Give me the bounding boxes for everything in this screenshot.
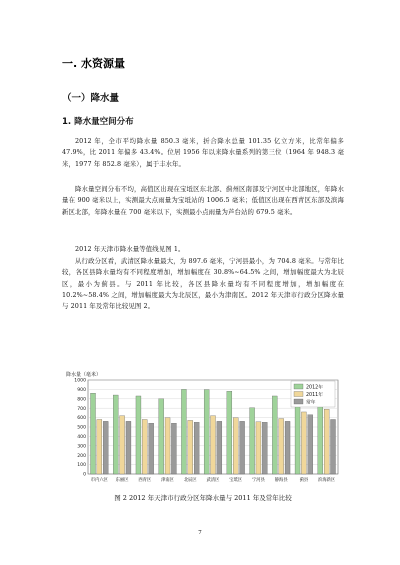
legend-label: 2011年 [306, 392, 324, 398]
y-tick-label: 200 [77, 453, 86, 459]
bar-0-5 [204, 390, 209, 474]
bar-2-8 [285, 421, 290, 474]
chart-canvas [62, 368, 344, 488]
bar-2-9 [308, 415, 313, 474]
section-title: 一. 水资源量 [62, 57, 126, 70]
bar-1-9 [301, 412, 306, 474]
y-tick-label: 600 [77, 416, 86, 422]
bar-2-6 [240, 421, 245, 474]
bar-2-2 [149, 423, 154, 474]
y-tick-label: 900 [77, 388, 86, 393]
bar-1-5 [211, 416, 216, 474]
paragraph-2: 降水量空间分布不均，高值区出现在宝坻区东北部、蓟州区南部及宁河区中北部地区，年降水量在 900 毫米以上，实测最大点雨量为宝坻站的 1006.5 毫米；低值区出现在西青区东部及滨海新区北部，年降水量在 700 毫米以下，实测最小点雨量为芦台站的 679.5 毫米。 [62, 185, 344, 216]
bar-0-8 [272, 396, 277, 474]
paragraph-3: 2012 年天津市降水量等值线见图 1。 [75, 245, 185, 253]
x-tick-label: 市内六区 [90, 478, 108, 483]
legend-label: 2012年 [306, 385, 324, 391]
x-tick-label: 西青区 [138, 478, 152, 483]
x-tick-label: 北辰区 [183, 478, 197, 483]
bar-2-0 [103, 421, 108, 474]
paragraph-4: 从行政分区看，武清区降水量最大，为 897.6 毫米，宁河县最小，为 704.8 毫米。与常年比较，各区县降水量均有不同程度增加，增加幅度在 30.8%~64.5% 之间，增加幅度最大为北辰区，最小为蓟县。与 2011 年比较，各区县降水量均有不同程度增加，增加幅度在 10.2%~58.4% 之间，增加幅度最大为北辰区，最小为津南区。2012 年天津市行政分区降水量与 2011 年及常年比较见图 2。 [62, 257, 344, 311]
legend-label: 常年 [306, 400, 316, 406]
x-tick-label: 东丽区 [115, 478, 129, 483]
y-tick-label: 400 [77, 435, 86, 440]
bar-1-4 [188, 420, 193, 474]
subsection-title: （一）降水量 [62, 93, 120, 104]
x-tick-label: 津南区 [161, 478, 174, 483]
bar-1-0 [97, 419, 102, 474]
x-tick-label: 滨海新区 [318, 478, 336, 483]
bar-2-4 [194, 422, 199, 474]
y-tick-label: 300 [77, 444, 86, 450]
bar-0-6 [227, 391, 232, 474]
bar-0-7 [250, 408, 255, 474]
bar-1-7 [256, 422, 261, 474]
bar-2-7 [262, 422, 267, 474]
bar-1-3 [165, 418, 170, 474]
figure-caption: 图 2 2012 年天津市行政分区年降水量与 2011 年及常年比较 [114, 494, 292, 502]
y-axis-label: 降水量（毫米） [66, 372, 102, 378]
bar-1-6 [233, 418, 238, 474]
bar-0-3 [159, 399, 164, 474]
bar-2-10 [331, 419, 336, 474]
page-number: 7 [198, 530, 202, 536]
bar-0-4 [181, 389, 186, 474]
y-tick-label: 0 [83, 472, 86, 478]
bar-1-2 [142, 419, 147, 474]
y-tick-label: 100 [77, 463, 86, 469]
x-tick-label: 武清区 [206, 478, 220, 483]
bar-0-0 [91, 393, 96, 474]
x-tick-label: 静海县 [274, 478, 288, 483]
x-tick-label: 宝坻区 [229, 478, 243, 483]
x-tick-label: 宁河县 [252, 478, 265, 483]
paragraph-1: 2012 年，全市平均降水量 850.3 毫米，折合降水总量 101.35 亿立方米，比常年偏多 47.9%，比 2011 年偏多 43.4%。位居 1956 年以来降水量系列的第三位（1964 年 948.3 毫米，1977 年 852.8 毫米），属于丰水年。 [62, 137, 344, 168]
precipitation-bar-chart [62, 368, 344, 488]
legend-swatch [294, 399, 303, 404]
bar-2-5 [217, 421, 222, 474]
bar-0-2 [136, 396, 141, 474]
y-tick-label: 700 [77, 406, 86, 412]
bar-0-9 [295, 396, 300, 474]
legend-swatch [294, 392, 303, 397]
y-tick-label: 1000 [74, 378, 86, 384]
y-tick-label: 800 [77, 397, 86, 403]
x-tick-label: 蓟县 [299, 478, 309, 483]
bar-2-3 [171, 423, 176, 474]
bar-1-10 [324, 409, 329, 474]
bar-0-10 [318, 396, 323, 474]
subsubsection-title: 1. 降水量空间分布 [62, 117, 134, 127]
bar-1-8 [279, 419, 284, 474]
bar-2-1 [126, 421, 131, 474]
y-tick-label: 500 [77, 425, 86, 431]
legend-swatch [294, 384, 303, 389]
bar-1-1 [120, 416, 125, 474]
bar-0-1 [113, 395, 118, 474]
